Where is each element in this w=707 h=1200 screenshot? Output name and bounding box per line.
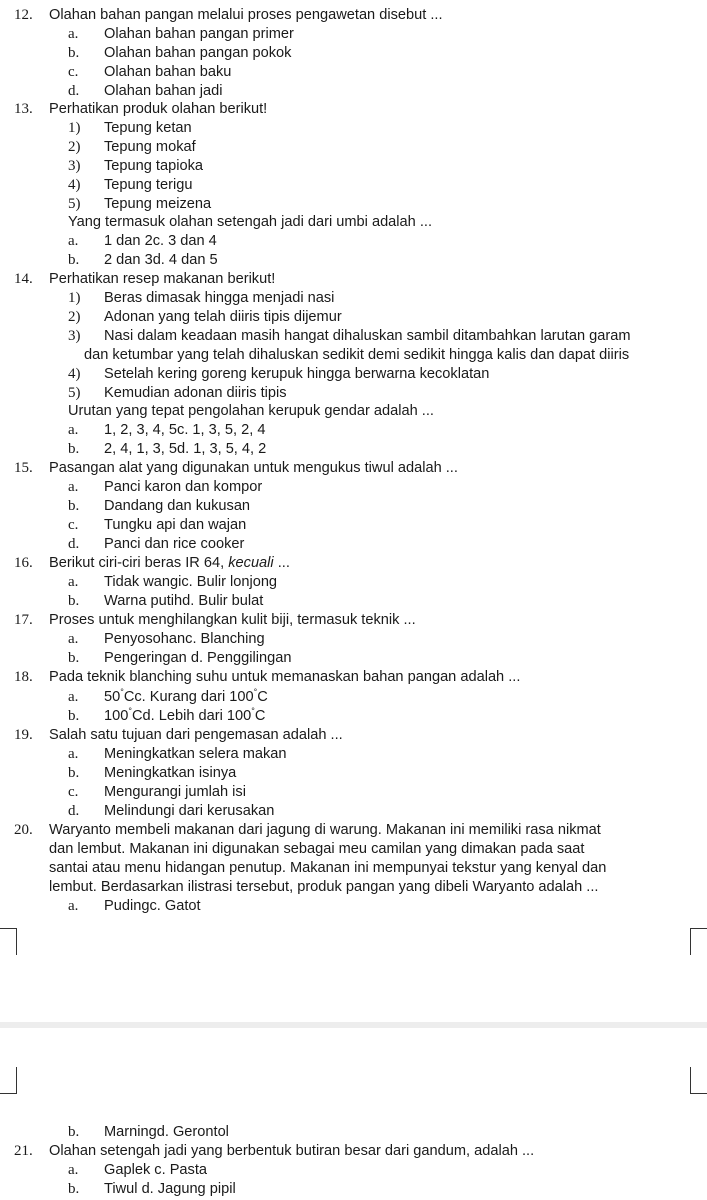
option-text: Warna putihd. Bulir bulat bbox=[104, 593, 264, 609]
question-text-emphasis: kecuali bbox=[228, 555, 274, 571]
question-text-line: dan lembut. Makanan ini digunakan sebagai meu camilan yang dimakan pada saat bbox=[49, 841, 585, 857]
option-letter: b. bbox=[68, 765, 80, 781]
item-number: 5) bbox=[68, 196, 81, 212]
item-number: 1) bbox=[68, 120, 81, 136]
question-number: 20. bbox=[14, 822, 33, 838]
option-text: Meningkatkan isinya bbox=[104, 765, 237, 781]
option-letter: b. bbox=[68, 1124, 80, 1140]
option-letter: b. bbox=[68, 498, 80, 514]
question-number: 21. bbox=[14, 1143, 33, 1159]
option-letter: b. bbox=[68, 650, 80, 666]
item-text: Beras dimasak hingga menjadi nasi bbox=[104, 290, 335, 306]
item-text: Kemudian adonan diiris tipis bbox=[104, 385, 287, 401]
question-text-line: Waryanto membeli makanan dari jagung di warung. Makanan ini memiliki rasa nikmat bbox=[49, 822, 601, 838]
option-letter: a. bbox=[68, 631, 79, 647]
option-letter: c. bbox=[68, 784, 79, 800]
question-number: 19. bbox=[14, 727, 33, 743]
option-text: Dandang dan kukusan bbox=[104, 498, 251, 514]
option-letter: b. bbox=[68, 441, 80, 457]
item-text: Setelah kering goreng kerupuk hingga berwarna kecoklatan bbox=[104, 366, 490, 382]
option-text: Panci dan rice cooker bbox=[104, 536, 245, 552]
item-text: Nasi dalam keadaan masih hangat dihaluskan sambil ditambahkan larutan garam bbox=[104, 328, 631, 344]
question-number: 13. bbox=[14, 101, 33, 117]
item-text: Tepung terigu bbox=[104, 177, 193, 193]
option-text: Olahan bahan baku bbox=[104, 64, 232, 80]
item-number: 4) bbox=[68, 177, 81, 193]
item-text: Tepung meizena bbox=[104, 196, 212, 212]
question-text-main: Berikut ciri-ciri beras IR 64, bbox=[49, 555, 229, 571]
item-number: 5) bbox=[68, 385, 81, 401]
option-text: Panci karon dan kompor bbox=[104, 479, 263, 495]
option-text: Tidak wangic. Bulir lonjong bbox=[104, 574, 278, 590]
option-text bbox=[104, 707, 265, 725]
option-text: 1 dan 2c. 3 dan 4 bbox=[104, 233, 217, 249]
question-text: Olahan setengah jadi yang berbentuk butiran besar dari gandum, adalah ... bbox=[49, 1143, 535, 1159]
option-text: 1, 2, 3, 4, 5c. 1, 3, 5, 2, 4 bbox=[104, 422, 266, 438]
option-letter: a. bbox=[68, 479, 79, 495]
question-number: 14. bbox=[14, 271, 33, 287]
option-letter: a. bbox=[68, 26, 79, 42]
item-number: 3) bbox=[68, 328, 81, 344]
option-text: 2, 4, 1, 3, 5d. 1, 3, 5, 4, 2 bbox=[104, 441, 267, 457]
item-text: Adonan yang telah diiris tipis dijemur bbox=[104, 309, 342, 325]
option-letter: d. bbox=[68, 536, 80, 552]
option-letter: d. bbox=[68, 83, 80, 99]
question-prompt-text: Yang termasuk olahan setengah jadi dari umbi adalah ... bbox=[68, 214, 432, 230]
degree-symbol: ° bbox=[253, 687, 258, 697]
option-letter: b. bbox=[68, 708, 80, 724]
question-number: 15. bbox=[14, 460, 33, 476]
option-text: Tungku api dan wajan bbox=[104, 517, 247, 533]
option-letter: b. bbox=[68, 593, 80, 609]
option-text-part: Cc. Kurang dari 100 bbox=[123, 689, 254, 705]
question-text: Salah satu tujuan dari pengemasan adalah ... bbox=[49, 727, 343, 743]
option-text-part: C bbox=[257, 689, 268, 705]
option-letter: a. bbox=[68, 746, 79, 762]
item-number: 4) bbox=[68, 366, 81, 382]
question-number: 16. bbox=[14, 555, 33, 571]
option-text-part: C bbox=[254, 708, 266, 724]
option-text: Olahan bahan pangan primer bbox=[104, 26, 294, 42]
option-text: Tiwul d. Jagung pipil bbox=[104, 1181, 236, 1197]
question-text-end: ... bbox=[273, 555, 290, 571]
option-letter: b. bbox=[68, 252, 80, 268]
question-number: 18. bbox=[14, 669, 33, 685]
question-number: 17. bbox=[14, 612, 33, 628]
question-text: Perhatikan resep makanan berikut! bbox=[49, 271, 276, 287]
item-text: Tepung mokaf bbox=[104, 139, 196, 155]
option-letter: c. bbox=[68, 517, 79, 533]
option-letter: d. bbox=[68, 803, 80, 819]
question-text: Pada teknik blanching suhu untuk memanaskan bahan pangan adalah ... bbox=[49, 669, 521, 685]
degree-symbol: ° bbox=[128, 706, 132, 716]
item-text-continuation: dan ketumbar yang telah dihaluskan sedikit demi sedikit hingga kalis dan dapat diiris bbox=[84, 347, 630, 363]
degree-symbol: ° bbox=[120, 687, 124, 697]
option-letter: b. bbox=[68, 1181, 80, 1197]
option-text: Gaplek c. Pasta bbox=[104, 1162, 208, 1178]
option-letter: a. bbox=[68, 689, 79, 705]
question-text bbox=[49, 554, 290, 572]
item-number: 2) bbox=[68, 309, 81, 325]
option-letter: a. bbox=[68, 422, 79, 438]
question-text: Proses untuk menghilangkan kulit biji, termasuk teknik ... bbox=[49, 612, 416, 628]
question-text-line: lembut. Berdasarkan ilistrasi tersebut, produk pangan yang dibeli Waryanto adalah ... bbox=[49, 879, 599, 895]
option-letter: a. bbox=[68, 574, 79, 590]
option-text: Pudingc. Gatot bbox=[104, 898, 201, 914]
question-number: 12. bbox=[14, 7, 33, 23]
option-text bbox=[104, 688, 268, 706]
option-text: Melindungi dari kerusakan bbox=[104, 803, 275, 819]
option-text: Marningd. Gerontol bbox=[104, 1124, 229, 1140]
page-corner-mark bbox=[0, 1067, 17, 1094]
option-text-part: Cd. Lebih dari 100 bbox=[131, 708, 252, 724]
temp-value: 50 bbox=[104, 689, 121, 705]
item-text: Tepung ketan bbox=[104, 120, 192, 136]
option-text: Meningkatkan selera makan bbox=[104, 746, 287, 762]
option-letter: a. bbox=[68, 233, 79, 249]
option-letter: b. bbox=[68, 45, 80, 61]
question-text: Olahan bahan pangan melalui proses pengawetan disebut ... bbox=[49, 7, 443, 23]
option-text: Mengurangi jumlah isi bbox=[104, 784, 246, 800]
question-text: Pasangan alat yang digunakan untuk mengukus tiwul adalah ... bbox=[49, 460, 458, 476]
temp-value: 100 bbox=[104, 708, 129, 724]
page-corner-mark bbox=[0, 928, 17, 955]
item-number: 1) bbox=[68, 290, 81, 306]
page-corner-mark bbox=[690, 1067, 707, 1094]
option-letter: a. bbox=[68, 898, 79, 914]
option-text: Pengeringan d. Penggilingan bbox=[104, 650, 292, 666]
question-text-line: santai atau menu hidangan penutup. Makanan ini mempunyai tekstur yang kenyal dan bbox=[49, 860, 607, 876]
option-letter: c. bbox=[68, 64, 79, 80]
option-text: Olahan bahan jadi bbox=[104, 83, 223, 99]
option-text: Olahan bahan pangan pokok bbox=[104, 45, 292, 61]
item-number: 2) bbox=[68, 139, 81, 155]
option-text: Penyosohanc. Blanching bbox=[104, 631, 265, 647]
page-corner-mark bbox=[690, 928, 707, 955]
option-text: 2 dan 3d. 4 dan 5 bbox=[104, 252, 218, 268]
question-prompt-text: Urutan yang tepat pengolahan kerupuk gendar adalah ... bbox=[68, 403, 434, 419]
degree-symbol: ° bbox=[251, 706, 255, 716]
option-letter: a. bbox=[68, 1162, 79, 1178]
item-number: 3) bbox=[68, 158, 81, 174]
page-separator bbox=[0, 1022, 707, 1028]
item-text: Tepung tapioka bbox=[104, 158, 203, 174]
question-text: Perhatikan produk olahan berikut! bbox=[49, 101, 268, 117]
